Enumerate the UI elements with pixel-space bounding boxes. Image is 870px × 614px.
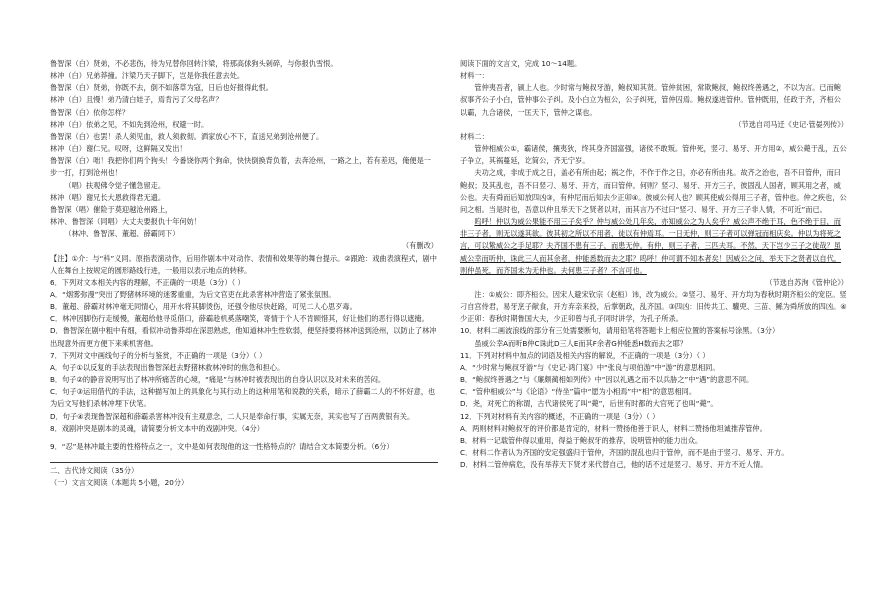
- option-b: B．董超、薛霸对林冲毫无同情心，用开水将其脚烫伤，还强令他尽快赶路，可见二人心思歹毒。: [50, 302, 357, 312]
- option-a: A．“烟雾弥漫”突出了野猪林环境的迷雾重重，为后文官吏在此杀害林冲营造了紧张氛围。: [50, 289, 336, 299]
- option-c: C．“管仲相威公”与《论语》“侍坐”篇中“愿为小相焉”中“相”的意思相同。: [460, 387, 697, 397]
- option-b: B．材料一记载管仲得以重用，得益于鲍叔牙的推荐，说明管仲的能力出众。: [460, 435, 703, 445]
- text-line: 林冲（白）兄弟莽撞。汴梁乃天子脚下，岂是你我任意去处。: [50, 71, 245, 81]
- text-line: 鲁智深（白）贤弟，你既不去，倒不如落草为寇，日后也好报得此恨。: [50, 83, 273, 93]
- question-11: 11．下列对材料中加点的词语及相关内容的解说，不正确的一项是（3分）（ ）: [460, 350, 710, 360]
- footnote: 注：①威公：即齐桓公。因宋人避宋钦宗（赵桓）讳，改为威公。②竖刁、易牙、开方均为春秋时期齐桓公的宠臣。竖刁自宫侍君，易牙烹子献食，开方弃亲来投，后掌朝政，乱齐国。③四凶：旧传共工、驩兜、三苗、鲧为舜所放的四凶。④少正卯：春秋时期鲁国大夫，少正卯曾与孔子同时讲学，为孔子所杀。: [460, 289, 847, 324]
- text-line: 林冲、鲁智深（同唱）大丈夫要报仇十年何妨！: [50, 217, 201, 227]
- source-note: （节选自苏洵《管仲论》）: [765, 277, 848, 287]
- passage-paragraph: 管仲相威公①，霸诸侯，攘夷狄，终其身齐国富强，诸侯不敢叛。管仲死，竖刁、易牙、开方用②，威公薨于乱，五公子争立，其祸蔓延，讫简公，齐无宁岁。: [460, 144, 847, 166]
- option-d: D．句子④表现鲁智深超和薛霸杀害林冲没有主观意念，二人只是奉命行事，实属无奈，其实也写了百两黄银有关。: [50, 411, 415, 421]
- passage-paragraph: 管仲夷吾者，颍上人也。少时常与鲍叔牙游，鲍叔知其贤。管仲贫困，常欺鲍叔，鲍叔终善遇之，不以为言。已而鲍叔事齐公子小白，管仲事公子纠。及小白立为桓公，公子纠死，管仲囚焉。鲍叔遂进管仲。管仲既用，任政于齐，齐桓公以霸，九合诸侯，一匡天下，管仲之谋也。: [460, 83, 841, 117]
- answer-space: [50, 453, 438, 459]
- text-line: （林冲、鲁智深、董超、薛霸同下）: [64, 229, 180, 239]
- question-7: 7．下列对文中画线句子的分析与鉴赏，不正确的一项是（3分）（ ）: [50, 350, 267, 360]
- text-line: 鲁智深（白）咄！我把你们两个狗头！今番饶你两个狗命，快快倒换背负着，去奔沧州，一路之上，若有差迟，俺便是一步一打，打到沧州也！: [50, 156, 431, 178]
- section-divider: [50, 462, 438, 463]
- option-a: A．“少时常与鲍叔牙游”与《史记·鸿门宴》中“张良与项伯游”中“游”的意思相同。: [460, 362, 720, 372]
- option-a: A．两则材料对鲍叔牙的评价都是肯定的，材料一赞扬他善于识人，材料二赞扬他坦诚推荐管仲。: [460, 423, 767, 433]
- option-c: C．林冲因脚伤行走缓慢，董超给他寻觅借口，薛霸趁机奚落嘲笑，寄情于个人不肯顾惜其，好让他们的恶行得以遮掩。: [50, 314, 429, 324]
- text-line: 鲁智深（白）也罢！杀人须见血，救人须救彻。洒家放心不下，直送兄弟到沧州便了。: [50, 131, 324, 141]
- option-b: B．句子②的静音说明写出了林冲所痛苦的心境，“痛是”与林冲时被表现出的自身认识以及对未来的苦闷。: [50, 375, 386, 385]
- text-line: （唱）扶观佛令觉子懂急留走。: [64, 180, 166, 190]
- text-line: 林冲（白）且慢！弟乃清白娃子，焉肯污了父母名声？: [50, 95, 223, 105]
- passage-paragraph: 夫功之成，非成于成之日，盖必有所由起；祸之作，不作于作之日，亦必有所由兆。故齐之治也，吾不曰管仲，而曰鲍叔；及其乱也，吾不曰竖刁、易牙、开方，而曰管仲。何则？竖刁、易牙、开方三子，彼固乱人国者，顾其用之者，威公也。夫有舜而后知放四凶③，有仲尼而后知去少正卯④。彼威公何人也？顾其使威公得用三子者，管仲也。仲之疾也，公问之相。当是时也，吾意以仲且举天下之贤者以对，而其言乃不过曰“竖刁、易牙、开方三子非人情，不可近”而已。: [460, 168, 847, 214]
- option-d: D．尧，对死亡的称谓，古代诸侯死了叫“薨”，后世有时都的大官死了也叫“薨”。: [460, 399, 718, 409]
- passage-paragraph: 呜呼！仲以为威公果能不用三子矣乎？仲与威公处几年矣，亦知威公之为人矣乎？威公声不绝于耳，色不绝于目，而非三子者，则无以遂其欲。彼其初之所以不用者，徒以有仲焉耳。一日无仲，则三子者可以弹冠而相庆矣。仲以为将死之言，可以絷威公之手足耶？夫齐国不患有三子，而患无仲。有仲，则三子者，三匹夫耳。不然，天下岂少三子之徒哉？虽威公幸而听仲，诛此三人而其余者，仲能悉数而去之耶？呜呼！仲可谓不知本者矣！因威公之问，举天下之贤者以自代，则仲虽死，而齐国未为无仲也。夫何患三子者？不言可也。: [460, 217, 841, 275]
- source-note: （节选自司马迁《史记·管晏列传》）: [734, 119, 848, 129]
- option-b: B．“鲍叔终善遇之”与《廉颇蔺相如列传》中“因以礼遇之而不以兵胁之”中“遇”的意思不同。: [460, 375, 754, 385]
- subsection-heading: （一）文言文阅读（本题共 5小题，20分）: [50, 478, 189, 488]
- section-heading: 二、古代诗文阅读（35分）: [50, 466, 139, 475]
- text-line: 林冲（白）谢仁兄。叹呀，这鲜隔又发出！: [50, 144, 187, 154]
- option-a: A．句子①以反复的手法表现出鲁智深赶去野猪林救林冲时的焦急和担心。: [50, 362, 285, 372]
- question-6: 6．下列对文本相关内容的理解，不正确的一项是（3分）（ ）: [50, 277, 245, 287]
- option-c: C．句子③运用借代的手法，这种描写加上的具象化与其行动上的这种用笔和说教的关系，暗示了薛霸二人的不怀好意，也为后文写他们杀林冲埋下伏笔。: [50, 387, 436, 409]
- text-line: 林冲（唱）谢兄长大恩救得君无遗。: [50, 192, 166, 202]
- text-line: 林冲（白）依弟之见，不如先到沧州，权避一时。: [50, 119, 209, 129]
- left-column: [50, 58, 438, 606]
- question-12: 12．下列对材料有关内容的概述，不正确的一项是（3分）（ ）: [460, 411, 660, 421]
- question-9: 9．“忍”是林冲最主要的性格特点之一，文中是如何表现他的这一性格特点的？请结合文本简要分析。（6分）: [50, 441, 394, 451]
- option-d: D．鲁智深在剧中粗中有细，看似冲动鲁莽却在深思熟虑，他知道林冲生性软弱，便坚持要将林冲送到沧州，以防止了林冲出现意外而更方便下来乘机害他。: [50, 326, 437, 348]
- option-c: C．材料二作者认为齐国的安定强盛归于管仲，齐国的混乱也归于管仲，而不是由于竖刁、易牙、开方。: [460, 448, 789, 457]
- option-d: D．材料二管仲病危，没有举荐天下贤才来代替自己，他的话不过是竖刁、易牙、开方不近人情。: [460, 460, 768, 470]
- material-label: 材料一：: [460, 71, 489, 81]
- text-line: 鲁智深（白）贤弟，不必悲伤，待为兄替你回转汴梁，将那高俅狗头剁碎，与你报仇雪恨。: [50, 59, 338, 68]
- question-10: 10．材料二画波浪线的部分有三处需要断句，请用铅笔将答题卡上相应位置的答案标号涂黑。（3分）: [460, 326, 780, 336]
- material-label: 材料二：: [460, 131, 489, 141]
- footnote: 【注】①介：与“科”义同。原指表演动作，后用作剧本中对动作、表情和效果等的舞台提示。②跟跄：戏曲表演程式，剧中人在舞台上按规定的圆形路线行进，一般用以表示地点的转移。: [50, 253, 437, 275]
- source-note: （有删改）: [402, 241, 438, 251]
- text-line: 鲁智深（唱）催险于莫迎越沧州路上，: [50, 204, 173, 214]
- instruction: 阅读下面的文言文，完成 10～14题。: [460, 59, 582, 68]
- text-line: 鲁智深（白）依你怎样？: [50, 107, 130, 117]
- right-column: [460, 58, 848, 606]
- sentence-to-punctuate: 虽威公幸A而听B仲C诛此D三人E而其F余者G仲能悉H数而去之耶？: [474, 338, 687, 348]
- question-8: 8．戏剧冲突是剧本的灵魂，请简要分析文本中的戏剧冲突。（4分）: [50, 423, 264, 433]
